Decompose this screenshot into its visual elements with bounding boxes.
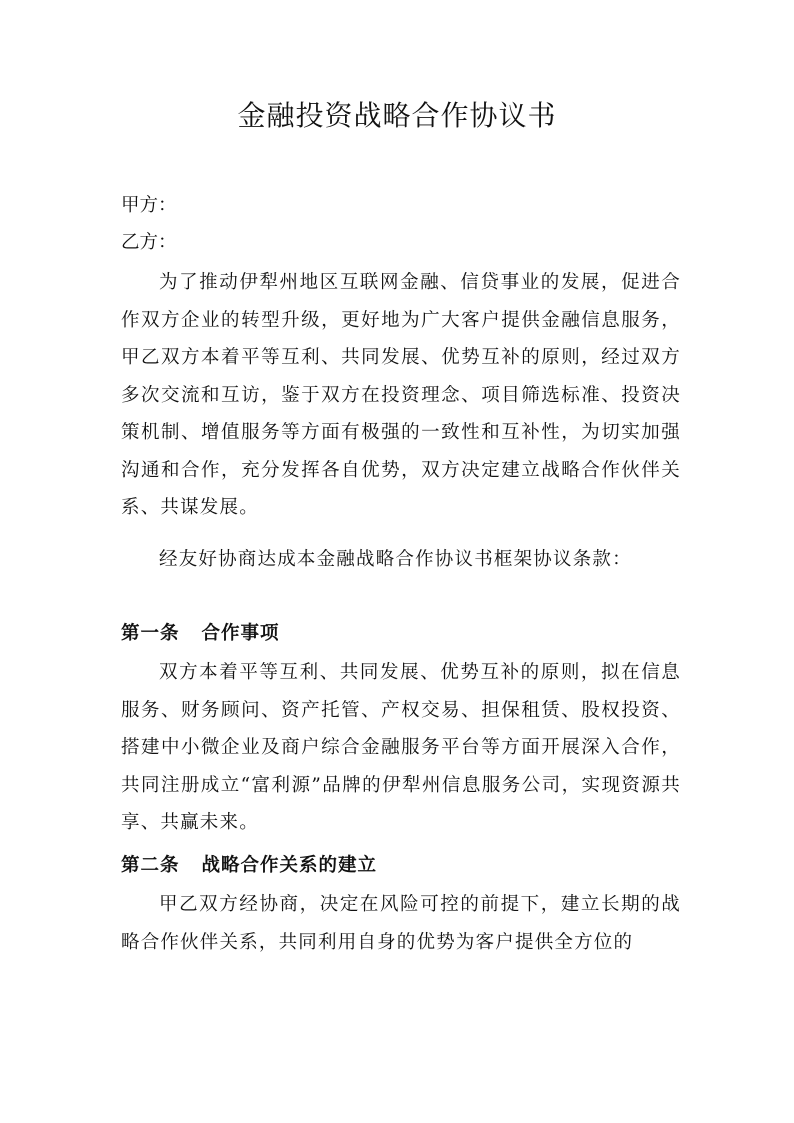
article-1-title: 合作事项 <box>201 623 280 644</box>
party-a-label: 甲方： <box>121 195 177 216</box>
article-2-heading <box>121 848 377 884</box>
article-1-number: 第一条 <box>121 623 180 644</box>
document-title: 金融投资战略合作协议书 <box>237 99 557 132</box>
intro-paragraph: 为了推动伊犁州地区互联网金融、信贷事业的发展，促进合作双方企业的转型升级，更好地为广大客户提供金融信息服务，甲乙双方本着平等互利、共同发展、优势互补的原则，经过双方多次交流和互访，鉴于双方在投资理念、项目筛选标准、投资决策机制、增值服务等方面有极强的一致性和互补性，为切实加强沟通和合作，充分发挥各自优势，双方决定建立战略合作伙伴关系、共谋发展。 <box>121 272 681 518</box>
article-2-title: 战略合作关系的建立 <box>201 855 378 876</box>
article-1-body: 双方本着平等互利、共同发展、优势互补的原则，拟在信息服务、财务顾问、资产托管、产权交易、担保租赁、股权投资、搭建中小微企业及商户综合金融服务平台等方面开展深入合作，共同注册成立“富利源”品牌的伊犁州信息服务公司，实现资源共享、共赢未来。 <box>121 662 681 833</box>
article-2-number: 第二条 <box>121 855 180 876</box>
article-1-heading <box>121 616 280 652</box>
article-2-body: 甲乙双方经协商，决定在风险可控的前提下，建立长期的战略合作伙伴关系，共同利用自身的优势为客户提供全方位的 <box>121 894 681 953</box>
agreement-line: 经友好协商达成本金融战略合作协议书框架协议条款： <box>159 549 632 570</box>
party-b-label: 乙方： <box>121 232 177 253</box>
